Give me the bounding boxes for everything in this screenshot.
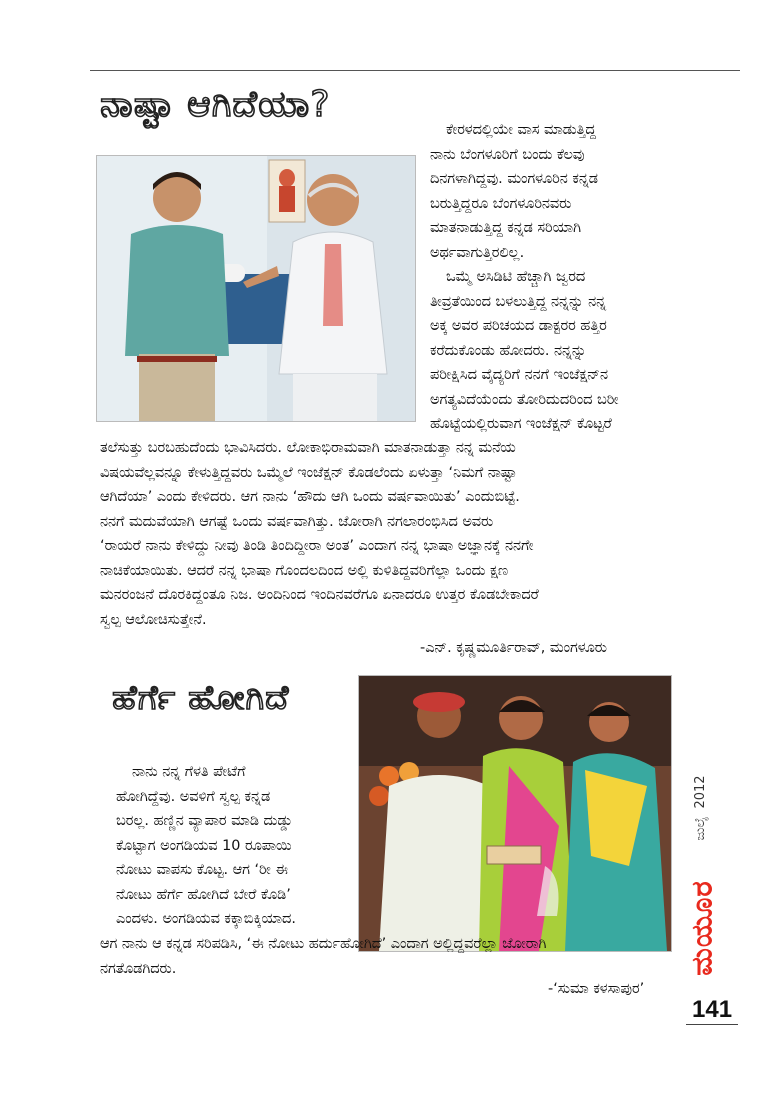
text-line: ಸ್ವಲ್ಪ ಆಲೋಚಿಸುತ್ತೇನೆ. [100, 611, 207, 628]
text-line: ‘ರಾಯರೆ ನಾನು ಕೇಳಿದ್ದು ನೀವು ತಿಂಡಿ ತಿಂದಿದ್ದೀರಾ ಅಂತ’ ಎಂದಾಗ ನನ್ನ ಭಾಷಾ ಅಜ್ಞಾನಕ್ಕೆ ನನಗೇ [100, 538, 534, 554]
story2-column-text [116, 760, 352, 932]
text-line: ವಿಷಯವೆಲ್ಲವನ್ನೂ ಕೇಳುತ್ತಿದ್ದವರು ಒಮ್ಮೆಲೆ ಇಂಜೆಕ್ಷನ್ ಕೊಡಲೆಂದು ಏಳುತ್ತಾ ‘ನಿಮಗೆ ನಾಷ್ಟಾ [100, 464, 517, 481]
text-line: ಕೇರಳದಲ್ಲಿಯೇ ವಾಸ ಮಾಡುತ್ತಿದ್ದ [446, 122, 597, 138]
text-line: ಪರೀಕ್ಷಿಸಿದ ವೈದ್ಯರಿಗೆ ನನಗೆ ಇಂಜೆಕ್ಷನ್‌ನ [430, 367, 608, 383]
text-line: ಬರುತ್ತಿದ್ದರೂ ಬೆಂಗಳೂರಿನವರು [430, 195, 572, 212]
text-line: ಆಗಿದೆಯಾ’ ಎಂದು ಕೇಳಿದರು. ಆಗ ನಾನು ‘ಹೌದು ಆಗಿ ಒಂದು ವರ್ಷವಾಯಿತು’ ಎಂದುಬಿಟ್ಟೆ. [100, 489, 520, 505]
doctor-patient-illustration [96, 155, 416, 422]
text-line: ಮಾತನಾಡುತ್ತಿದ್ದ ಕನ್ನಡ ಸರಿಯಾಗಿ [430, 220, 582, 236]
text-line: ಹೋಗಿದ್ದೆವು. ಅವಳಿಗೆ ಸ್ವಲ್ಪ ಕನ್ನಡ [116, 788, 271, 805]
issue-month: ಜುಲೈ [692, 816, 707, 841]
text-line: ನಾನು ನನ್ನ ಗೆಳತಿ ಪೇಟೆಗೆ [132, 764, 246, 780]
story1-column-text [430, 118, 700, 437]
text-line: ನಾಚಿಕೆಯಾಯಿತು. ಆದರೆ ನನ್ನ ಭಾಷಾ ಗೊಂದಲದಿಂದ ಅಲ್ಲಿ ಕುಳಿತಿದ್ದವರಿಗೆಲ್ಲಾ ಒಂದು ಕ್ಷಣ [100, 562, 509, 579]
text-line: ಎಂದಳು. ಅಂಗಡಿಯವ ಕಕ್ಕಾಬಿಕ್ಕಿಯಾದ. [116, 911, 296, 927]
story2-author: -‘ಸುಮಾ ಕಳಸಾಪುರ’ [548, 981, 645, 997]
text-line: ಮನರಂಜನೆ ದೊರಕಿದ್ದಂತೂ ನಿಜ. ಅಂದಿನಿಂದ ಇಂದಿನವರೆಗೂ ಏನಾದರೂ ಉತ್ತರ ಕೊಡಬೇಕಾದರೆ [100, 587, 539, 603]
fruit-market-illustration [358, 675, 672, 952]
text-line: ತೀವ್ರತೆಯಿಂದ ಬಳಲುತ್ತಿದ್ದ ನನ್ನನ್ನು ನನ್ನ [430, 293, 607, 310]
story1-author: -ಎನ್. ಕೃಷ್ಣಮೂರ್ತಿರಾವ್, ಮಂಗಳೂರು [420, 640, 607, 656]
text-line: ಹೊಟ್ಟೆಯಲ್ಲಿರುವಾಗ ಇಂಜೆಕ್ಷನ್ ಕೊಟ್ಟರೆ [430, 416, 612, 432]
bottom-rule [686, 1024, 738, 1025]
text-line: ನಾನು ಬೆಂಗಳೂರಿಗೆ ಬಂದು ಕೆಲವು [430, 146, 585, 163]
text-line: ನಗತೊಡಗಿದರು. [100, 960, 177, 977]
top-rule [90, 70, 740, 71]
text-line: ನೋಟು ಹೆರ್ಗೆ ಹೋಗಿದೆ ಬೇರೆ ಕೊಡಿ’ [116, 886, 291, 903]
story1-title: ನಾಷ್ಟಾ ಆಗಿದೆಯಾ? [100, 84, 331, 125]
story1-full-width-text [100, 436, 682, 632]
story2-full-width-text [100, 932, 675, 981]
page-number: 141 [692, 996, 733, 1023]
text-line: ಅರ್ಥವಾಗುತ್ತಿರಲಿಲ್ಲ. [430, 244, 525, 261]
issue-date [692, 775, 708, 840]
text-line: ದಿನಗಳಾಗಿದ್ದವು. ಮಂಗಳೂರಿನ ಕನ್ನಡ [430, 171, 598, 187]
text-line: ತಲೆಸುತ್ತು ಬರಬಹುದೆಂದು ಭಾವಿಸಿದರು. ಲೋಕಾಭಿರಾಮವಾಗಿ ಮಾತನಾಡುತ್ತಾ ನನ್ನ ಮನೆಯ [100, 440, 516, 456]
text-line: ಅಕ್ಕ ಅವರ ಪರಿಚಯದ ಡಾಕ್ಟರರ ಹತ್ತಿರ [430, 318, 607, 334]
text-line: ಬರಲ್ಲ. ಹಣ್ಣಿನ ವ್ಯಾಪಾರ ಮಾಡಿ ದುಡ್ಡು [116, 813, 293, 829]
text-line: ಆಗ ನಾನು ಆ ಕನ್ನಡ ಸರಿಪಡಿಸಿ, ‘ಈ ನೋಟು ಹರ್ದುಹೋಗಿದೆ’ ಎಂದಾಗ ಅಲ್ಲಿದ್ದವರೆಲ್ಲಾ ಜೋರಾಗಿ [100, 936, 547, 952]
text-line: ಕರೆದುಕೊಂಡು ಹೋದರು. ನನ್ನನ್ನು [430, 342, 587, 359]
story2-title: ಹೆರ್ಗೆ ಹೋಗಿದೆ [112, 678, 290, 718]
text-line: ಒಮ್ಮೆ ಅಸಿಡಿಟಿ ಹೆಚ್ಚಾಗಿ ಜ್ವರದ [446, 269, 586, 285]
issue-year: 2012 [693, 775, 708, 809]
text-line: ನೋಟು ವಾಪಸು ಕೊಟ್ಟ. ಆಗ ‘ರೀ ಈ [116, 862, 288, 878]
magazine-logo: ಮಯೂರ [684, 880, 719, 976]
text-line: ಕೊಟ್ಟಾಗ ಅಂಗಡಿಯವ 10 ರೂಪಾಯಿ [116, 837, 292, 854]
text-line: ಅಗತ್ಯವಿದೆಯೆಂದು ತೋರಿದುದರಿಂದ ಬರೀ [430, 391, 619, 408]
text-line: ನನಗೆ ಮದುವೆಯಾಗಿ ಆಗಷ್ಟೆ ಒಂದು ವರ್ಷವಾಗಿತ್ತು. ಜೋರಾಗಿ ನಗಲಾರಂಭಿಸಿದ ಅವರು [100, 513, 494, 530]
